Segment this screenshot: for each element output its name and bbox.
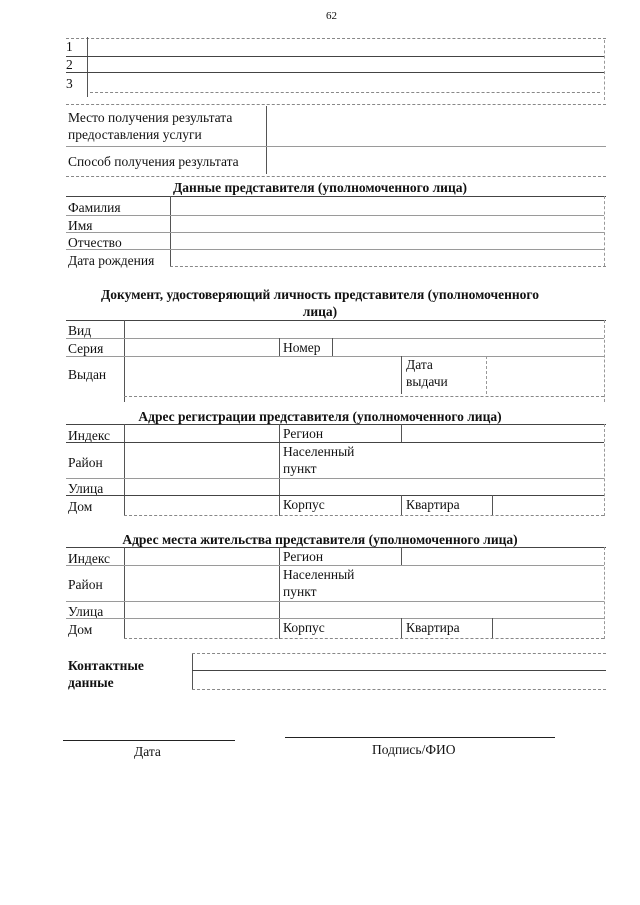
page-number: 62 <box>326 10 337 22</box>
table-line <box>124 396 604 397</box>
doc-series-label: Серия <box>68 341 104 356</box>
table-line <box>192 653 606 654</box>
live-district-label: Район <box>68 577 103 592</box>
table-line <box>66 176 606 177</box>
contacts-label: Контактные <box>68 658 144 673</box>
result-place-label: Место получения результата <box>68 110 233 125</box>
table-line <box>266 106 267 174</box>
table-line <box>401 495 402 515</box>
table-line <box>66 104 606 105</box>
birth-date-label: Дата рождения <box>68 253 155 268</box>
table-line <box>604 320 605 402</box>
table-line <box>66 601 604 602</box>
surname-label: Фамилия <box>68 200 121 215</box>
reg-street-label: Улица <box>68 481 104 496</box>
table-line <box>124 424 125 516</box>
live-building-label: Корпус <box>283 620 325 635</box>
representative-heading: Данные представителя (уполномоченного лица) <box>173 180 467 195</box>
table-line <box>604 547 605 639</box>
live-street-label: Улица <box>68 604 104 619</box>
reg-apartment-label: Квартира <box>406 497 460 512</box>
patronymic-label: Отчество <box>68 235 122 250</box>
table-line <box>124 320 125 402</box>
table-line <box>192 670 606 671</box>
table-line <box>170 196 171 266</box>
table-line <box>192 689 606 690</box>
row-number-3: 3 <box>66 76 73 91</box>
identity-doc-heading: лица) <box>302 304 338 319</box>
result-place-label: предоставления услуги <box>68 127 202 142</box>
table-line <box>401 356 402 394</box>
table-line <box>66 547 606 548</box>
live-locality-label: Населенный <box>283 567 355 582</box>
live-apartment-label: Квартира <box>406 620 460 635</box>
reg-locality-label: Населенный <box>283 444 355 459</box>
table-line <box>66 565 604 566</box>
table-line <box>66 356 604 357</box>
table-line <box>401 618 402 638</box>
table-line <box>66 249 604 250</box>
table-line <box>401 424 402 442</box>
table-line <box>279 338 280 356</box>
live-house-label: Дом <box>68 622 93 637</box>
signature-date-label: Дата <box>134 744 161 759</box>
name-label: Имя <box>68 218 93 233</box>
table-line <box>66 495 604 496</box>
doc-issue-date-label: Дата <box>406 357 433 372</box>
doc-issue-date-label: выдачи <box>406 374 448 389</box>
table-line <box>492 618 493 638</box>
name-signature-line <box>285 737 555 738</box>
table-line <box>66 338 604 339</box>
reg-building-label: Корпус <box>283 497 325 512</box>
doc-issued-by-label: Выдан <box>68 367 107 382</box>
reg-locality-label: пункт <box>283 461 317 476</box>
table-line <box>66 320 606 321</box>
reg-district-label: Район <box>68 455 103 470</box>
table-line <box>124 638 604 639</box>
table-line <box>492 495 493 515</box>
table-line <box>66 72 604 73</box>
live-index-label: Индекс <box>68 551 111 566</box>
table-line <box>401 547 402 565</box>
table-line <box>486 356 487 394</box>
table-line <box>66 442 604 443</box>
table-line <box>66 618 604 619</box>
table-line <box>66 232 604 233</box>
residence-address-heading: Адрес места жительства представителя (уполномоченного лица) <box>122 532 518 547</box>
result-method-label: Способ получения результата <box>68 154 239 169</box>
doc-type-label: Вид <box>68 323 92 338</box>
identity-doc-heading: Документ, удостоверяющий личность представителя (уполномоченного <box>101 287 539 302</box>
table-line <box>90 92 600 93</box>
live-region-label: Регион <box>283 549 324 564</box>
table-line <box>604 424 605 516</box>
doc-number-label: Номер <box>283 340 321 355</box>
table-line <box>66 146 606 147</box>
table-line <box>170 266 606 267</box>
table-line <box>279 547 280 639</box>
table-line <box>66 215 604 216</box>
live-locality-label: пункт <box>283 584 317 599</box>
table-line <box>66 38 606 39</box>
table-line <box>124 515 604 516</box>
table-line <box>604 196 605 266</box>
table-line <box>66 424 606 425</box>
table-line <box>66 196 606 197</box>
table-line <box>87 37 88 97</box>
reg-index-label: Индекс <box>68 428 111 443</box>
date-signature-line <box>63 740 235 741</box>
reg-house-label: Дом <box>68 499 93 514</box>
table-line <box>66 56 604 57</box>
signature-name-label: Подпись/ФИО <box>372 742 456 757</box>
registration-address-heading: Адрес регистрации представителя (уполномоченного лица) <box>138 409 502 424</box>
table-line <box>279 424 280 516</box>
row-number-1: 1 <box>66 39 73 54</box>
table-line <box>604 40 605 100</box>
table-line <box>332 338 333 356</box>
table-line <box>192 653 193 689</box>
table-line <box>124 547 125 639</box>
row-number-2: 2 <box>66 57 73 72</box>
contacts-label: данные <box>68 675 114 690</box>
table-line <box>66 478 604 479</box>
reg-region-label: Регион <box>283 426 324 441</box>
